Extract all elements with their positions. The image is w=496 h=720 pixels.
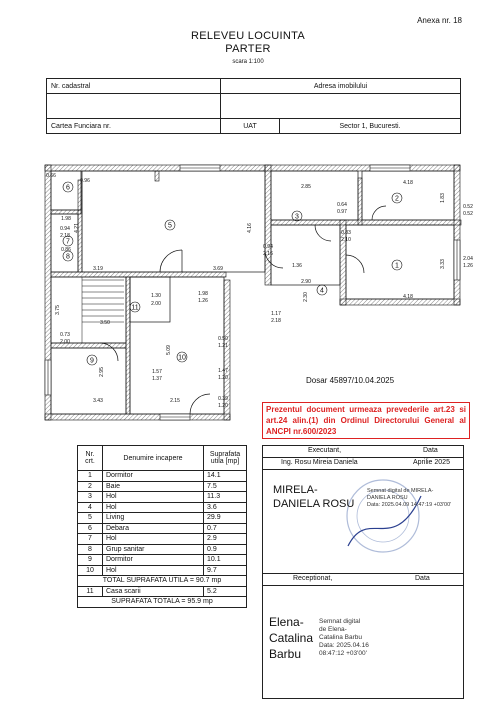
row-area: 7.5 bbox=[204, 481, 247, 492]
exec-digital-1: Semnat digital de MIRELA- bbox=[367, 488, 434, 494]
dim-label: 0.94 bbox=[263, 244, 273, 250]
address-label: Adresa imobilului bbox=[221, 79, 461, 94]
table-row bbox=[78, 523, 247, 534]
rec-digital-1: Semnat digital bbox=[319, 618, 361, 625]
signature-block bbox=[262, 445, 464, 699]
row-area: 9.7 bbox=[204, 565, 247, 576]
row-name: Grup sanitar bbox=[103, 544, 204, 555]
room-number: 6 bbox=[66, 184, 70, 192]
row-area: 3.6 bbox=[204, 502, 247, 513]
room-number: 5 bbox=[168, 222, 172, 230]
dim-label: 3.75 bbox=[55, 305, 61, 315]
dim-label: 1.47 bbox=[218, 368, 228, 374]
row-nr: 1 bbox=[78, 471, 103, 482]
row-name: Living bbox=[103, 513, 204, 524]
exec-digital-3: Data: 2025.04.09 14:47:19 +03'00' bbox=[367, 502, 452, 508]
dim-label: 0.73 bbox=[60, 332, 70, 338]
exec-sig-line1: MIRELA- bbox=[273, 484, 318, 496]
dim-label: 2.10 bbox=[341, 237, 351, 243]
dim-label: 3.69 bbox=[213, 266, 223, 272]
executant-label: Executant, bbox=[308, 447, 342, 454]
dim-label: 1.20 bbox=[218, 403, 228, 409]
rooms-table bbox=[77, 445, 247, 608]
row-nr: 4 bbox=[78, 502, 103, 513]
room-number: 10 bbox=[178, 354, 186, 362]
row-name: Dormitor bbox=[103, 555, 204, 566]
dim-label: 3.50 bbox=[100, 320, 110, 326]
dim-label: 0.86 bbox=[61, 247, 71, 253]
data-label-2: Data bbox=[415, 575, 430, 582]
col-header-name: Denumire incapere bbox=[103, 446, 204, 471]
dim-label: 2.85 bbox=[301, 184, 311, 190]
dim-label: 4.18 bbox=[403, 294, 413, 300]
room-number: 8 bbox=[66, 253, 70, 261]
rec-digital-5: 08:47:12 +03'00' bbox=[319, 650, 367, 657]
dim-label: 0.97 bbox=[337, 209, 347, 215]
dim-label: 2.00 bbox=[151, 301, 161, 307]
row-name: Hol bbox=[103, 502, 204, 513]
dim-label: 1.17 bbox=[271, 311, 281, 317]
row-nr: 11 bbox=[78, 586, 103, 597]
dim-label: 1.57 bbox=[152, 369, 162, 375]
row-nr: 3 bbox=[78, 492, 103, 503]
dim-label: 2.00 bbox=[60, 339, 70, 345]
uat-value: Sector 1, Bucuresti. bbox=[280, 119, 461, 134]
dim-label: 1.26 bbox=[463, 263, 473, 269]
row-area: 10.1 bbox=[204, 555, 247, 566]
rec-sig-line1: Elena- bbox=[269, 615, 304, 629]
cadastral-label: Nr. cadastral bbox=[47, 79, 221, 94]
room-number: 2 bbox=[395, 195, 399, 203]
table-row bbox=[78, 513, 247, 524]
dosar-number: Dosar 45897/10.04.2025 bbox=[306, 376, 395, 385]
dim-label: 0.50 bbox=[218, 336, 228, 342]
exec-digital-2: DANIELA ROSU bbox=[367, 495, 408, 501]
dim-label: 0.39 bbox=[218, 396, 228, 402]
dim-label: 1.30 bbox=[151, 293, 161, 299]
room-number: 7 bbox=[66, 238, 70, 246]
row-name: Casa scarii bbox=[103, 586, 204, 597]
total-area: SUPRAFATA TOTALA = 95.9 mp bbox=[78, 597, 247, 608]
row-name: Debara bbox=[103, 523, 204, 534]
floor-plan bbox=[40, 160, 473, 425]
dim-label: 0.94 bbox=[60, 226, 70, 232]
dim-label: 2.90 bbox=[301, 279, 311, 285]
row-nr: 5 bbox=[78, 513, 103, 524]
dim-label: 2.18 bbox=[271, 318, 281, 324]
row-name: Dormitor bbox=[103, 471, 204, 482]
table-row bbox=[78, 481, 247, 492]
legal-notice: Prezentul document urmeaza prevederile art.23 si art.24 alin.(1) din Ordinul Directorului General al ANCPI nr.600/2023 bbox=[262, 402, 470, 439]
rec-digital-3: Catalina Barbu bbox=[319, 634, 362, 641]
table-row bbox=[78, 502, 247, 513]
total-useful: TOTAL SUPRAFATA UTILA = 90.7 mp bbox=[78, 576, 247, 587]
dim-label: 3.19 bbox=[93, 266, 103, 272]
rec-digital-4: Data: 2025.04.16 bbox=[319, 642, 369, 649]
executant-name: Ing. Rosu Mireia Daniela bbox=[281, 459, 358, 466]
dim-label: 0.96 bbox=[80, 178, 90, 184]
dim-label: 1.98 bbox=[61, 216, 71, 222]
dim-label: 3.33 bbox=[440, 259, 446, 269]
dim-label: 1.20 bbox=[218, 375, 228, 381]
dim-label: 0.52 bbox=[463, 204, 473, 210]
row-name: Hol bbox=[103, 565, 204, 576]
col-header-nr: Nr. crt. bbox=[78, 446, 103, 471]
room-number: 1 bbox=[395, 262, 399, 270]
room-number: 11 bbox=[131, 304, 139, 312]
cf-label: Cartea Funciara nr. bbox=[47, 119, 221, 134]
row-area: 11.3 bbox=[204, 492, 247, 503]
row-nr: 2 bbox=[78, 481, 103, 492]
floor-title: PARTER bbox=[225, 43, 271, 55]
dim-label: 2.18 bbox=[60, 233, 70, 239]
dim-label: 0.83 bbox=[341, 230, 351, 236]
row-area: 2.9 bbox=[204, 534, 247, 545]
row-name: Hol bbox=[103, 492, 204, 503]
property-info-table bbox=[46, 78, 461, 134]
table-row bbox=[78, 471, 247, 482]
row-nr: 10 bbox=[78, 565, 103, 576]
row-area: 29.9 bbox=[204, 513, 247, 524]
exec-sig-line2: DANIELA ROSU bbox=[273, 498, 355, 510]
row-name: Hol bbox=[103, 534, 204, 545]
dim-label: 2.16 bbox=[263, 251, 273, 257]
dim-label: 4.21 bbox=[74, 223, 80, 233]
dim-label: 4.16 bbox=[247, 223, 253, 233]
dim-label: 4.18 bbox=[403, 180, 413, 186]
dim-label: 0.66 bbox=[46, 173, 56, 179]
dim-label: 3.43 bbox=[93, 398, 103, 404]
table-row bbox=[78, 555, 247, 566]
room-number: 3 bbox=[295, 213, 299, 221]
document-title: RELEVEU LOCUINTA bbox=[190, 30, 305, 42]
dim-label: 2.15 bbox=[170, 398, 180, 404]
table-row bbox=[78, 565, 247, 576]
table-row bbox=[78, 544, 247, 555]
rec-digital-2: de Elena- bbox=[319, 626, 347, 633]
dim-label: 2.04 bbox=[463, 256, 473, 262]
dim-label: 1.83 bbox=[440, 193, 446, 203]
dim-label: 1.26 bbox=[198, 298, 208, 304]
dim-label: 2.95 bbox=[99, 367, 105, 377]
dim-label: 0.52 bbox=[463, 211, 473, 217]
room-number: 9 bbox=[90, 357, 94, 365]
uat-label: UAT bbox=[221, 119, 280, 134]
row-nr: 6 bbox=[78, 523, 103, 534]
row-nr: 9 bbox=[78, 555, 103, 566]
row-nr: 8 bbox=[78, 544, 103, 555]
col-header-area: Suprafata utila [mp] bbox=[204, 446, 247, 471]
annex-number: Anexa nr. 18 bbox=[417, 16, 462, 25]
executant-date: Aprilie 2025 bbox=[413, 459, 450, 466]
dim-label: 1.36 bbox=[292, 263, 302, 269]
room-number: 4 bbox=[320, 287, 324, 295]
table-row bbox=[78, 534, 247, 545]
table-row bbox=[78, 492, 247, 503]
dim-label: 0.64 bbox=[337, 202, 347, 208]
data-label: Data bbox=[423, 447, 438, 454]
scale-label: scara 1:100 bbox=[232, 59, 264, 65]
dim-label: 1.21 bbox=[218, 343, 228, 349]
dim-label: 5.09 bbox=[166, 345, 172, 355]
row-name: Baie bbox=[103, 481, 204, 492]
dim-label: 1.98 bbox=[198, 291, 208, 297]
row-area: 0.9 bbox=[204, 544, 247, 555]
row-area: 5.2 bbox=[204, 586, 247, 597]
rec-sig-line2: Catalina bbox=[269, 631, 314, 645]
dim-label: 1.37 bbox=[152, 376, 162, 382]
row-area: 14.1 bbox=[204, 471, 247, 482]
dim-label: 2.30 bbox=[303, 292, 309, 302]
receptionat-label: Receptionat, bbox=[293, 575, 333, 582]
row-area: 0.7 bbox=[204, 523, 247, 534]
rec-sig-line3: Barbu bbox=[269, 647, 302, 661]
row-nr: 7 bbox=[78, 534, 103, 545]
